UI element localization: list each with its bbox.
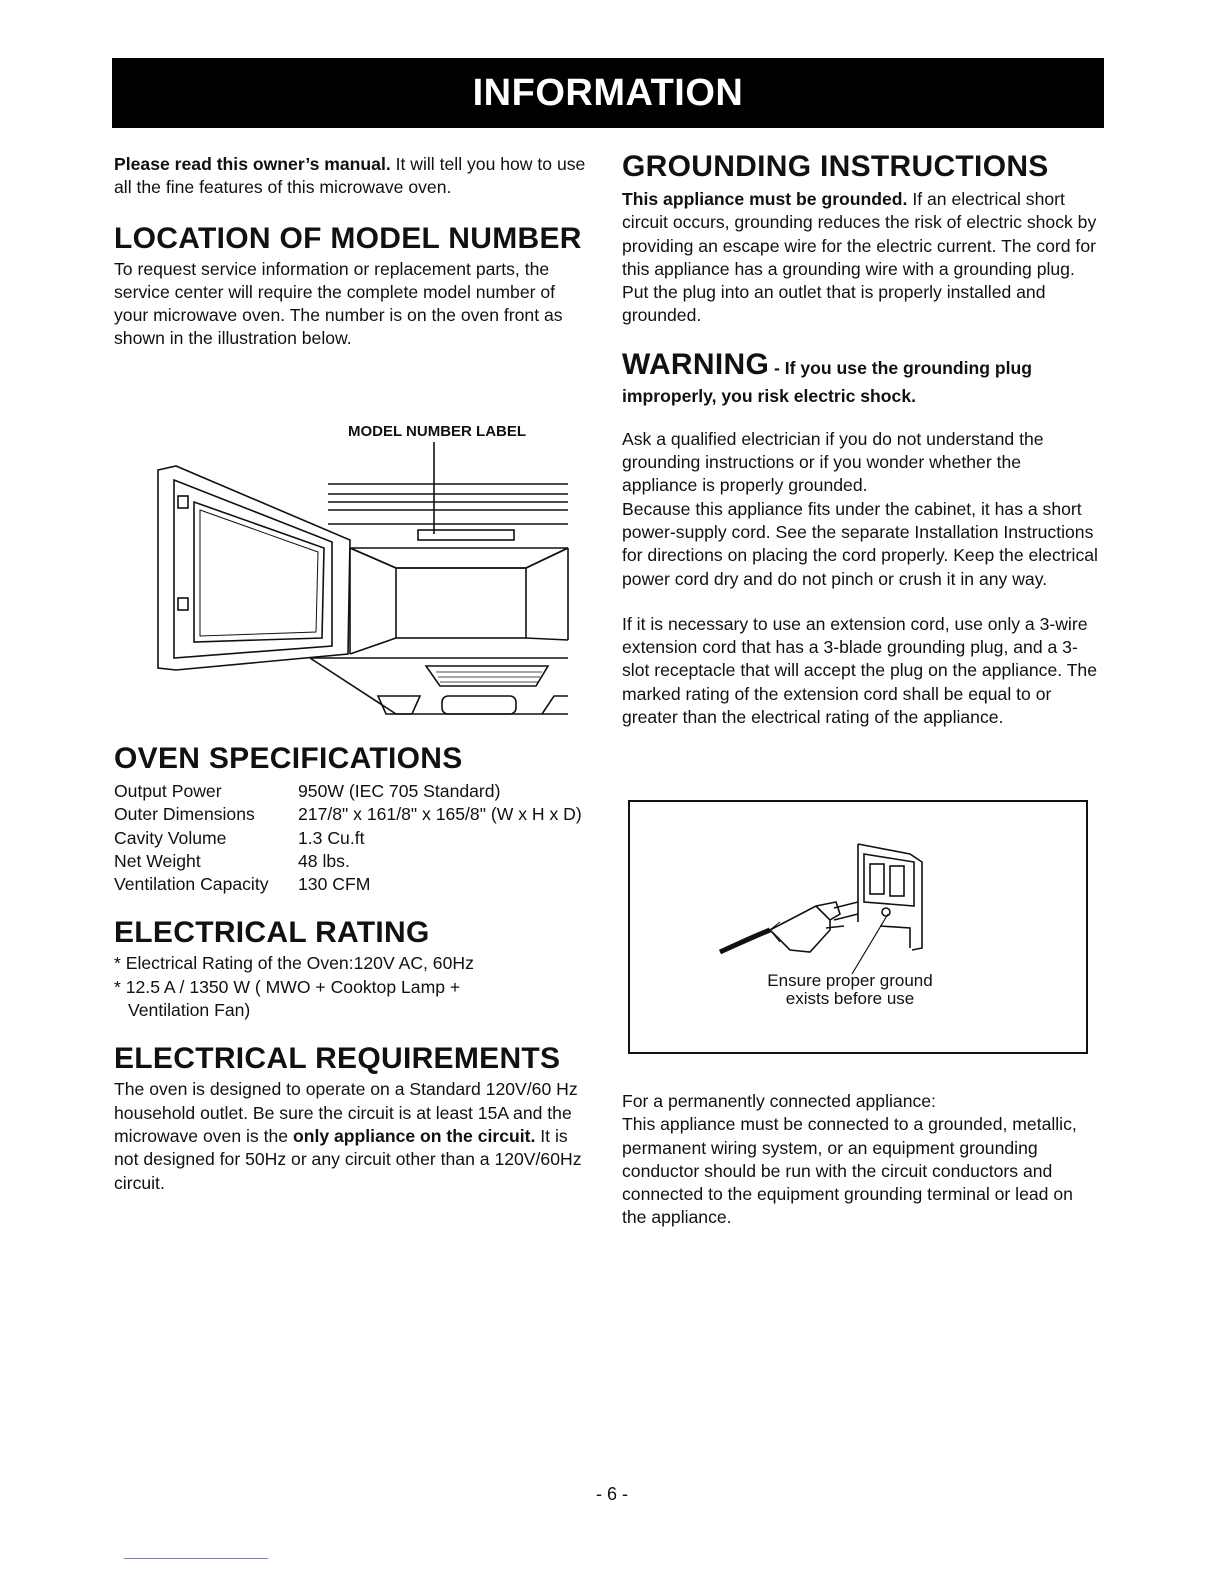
requirements-text-2: It is not designed for 50Hz or any circuit other than a 120V/60Hz circuit. xyxy=(114,1125,582,1193)
warning-head: WARNING xyxy=(622,347,770,381)
spec-label: Ventilation Capacity xyxy=(114,874,269,895)
warning-sub-2: improperly, you risk electric shock. xyxy=(622,385,916,406)
grounding-text: If an electrical short circuit occurs, grounding reduces the risk of electric shock by providing an escape wire for the electric current. The cord for this appliance has a grounding wire with a grounding plug. Put the plug into an outlet that is properly installed and grounded. xyxy=(622,189,1097,326)
table-row xyxy=(114,780,582,803)
table-row xyxy=(114,827,582,850)
intro-text: It will tell you how to use all the fine features of this microwave oven. xyxy=(114,154,586,198)
grounding-figure xyxy=(628,800,1088,1054)
spec-label: Outer Dimensions xyxy=(114,804,255,825)
intro-paragraph xyxy=(114,153,594,200)
oven-specs-table xyxy=(114,780,582,896)
spec-value: 217/8" x 161/8" x 165/8" (W x H x D) xyxy=(298,804,582,825)
model-number-diagram xyxy=(150,418,574,738)
plug-illustration xyxy=(630,802,1086,1052)
grounding-body xyxy=(622,188,1100,328)
permanent-line-1: For a permanently connected appliance: xyxy=(622,1091,936,1111)
table-row xyxy=(114,850,582,873)
footer-divider xyxy=(124,1558,268,1559)
oven-specs-heading: OVEN SPECIFICATIONS xyxy=(114,742,463,775)
right-column xyxy=(622,150,1100,729)
page-number: - 6 - xyxy=(595,1484,628,1504)
permanent-body: This appliance must be connected to a grounded, metallic, permanent wiring system, or an equipment grounding conductor should be run with the circuit conductors and connected to the equipment grounding terminal or lead on the appliance. xyxy=(622,1114,1077,1228)
grounding-heading: GROUNDING INSTRUCTIONS xyxy=(622,150,1049,183)
intro-bold: Please read this owner’s manual. xyxy=(114,154,391,174)
warning-sub: - If you use the grounding plug xyxy=(769,357,1032,378)
requirements-text-1: The oven is designed to operate on a Standard 120V/60 Hz household outlet. Be sure the circuit is at least 15A and the microwave oven is the xyxy=(114,1079,578,1146)
rating-item-2: * 12.5 A / 1350 W ( MWO + Cooktop Lamp + xyxy=(114,976,461,997)
plug-caption-1: Ensure proper ground xyxy=(767,971,933,990)
warning-para-2: Because this appliance fits under the cabinet, it has a short power-supply cord. See the separate Installation Instructions for directions on placing the cord properly. Keep the electrical power cord dry and do not pinch or crush it in any way. xyxy=(622,498,1098,589)
left-column-lower xyxy=(114,742,604,1195)
electrical-requirements-heading: ELECTRICAL REQUIREMENTS xyxy=(114,1042,561,1076)
requirements-bold: only appliance on the circuit. xyxy=(292,1125,536,1146)
table-row xyxy=(114,803,582,826)
location-body: To request service information or replacement parts, the service center will require the complete model number of your microwave oven. The number is on the oven front as shown in the illustration below. xyxy=(114,258,563,349)
left-column xyxy=(114,153,594,351)
spec-value: 48 lbs. xyxy=(298,850,350,871)
spec-value: 130 CFM xyxy=(298,874,371,895)
grounding-bold: This appliance must be grounded. xyxy=(622,189,908,209)
spec-value: 1.3 Cu.ft xyxy=(298,827,365,848)
electrical-rating-heading: ELECTRICAL RATING xyxy=(114,916,430,950)
rating-item-1: * Electrical Rating of the Oven:120V AC, 60Hz xyxy=(114,953,474,974)
requirements-body xyxy=(114,1078,592,1194)
warning-para-3: If it is necessary to use an extension cord, use only a 3-wire extension cord that has a 3-blade grounding plug, and a 3-slot receptacle that will accept the plug on the appliance. The marked rating of the extension cord shall be equal to or greater than the electrical rating of the appliance. xyxy=(622,613,1098,728)
spec-value: 950W (IEC 705 Standard) xyxy=(298,781,501,801)
location-heading: LOCATION OF MODEL NUMBER xyxy=(114,221,582,255)
spec-label: Cavity Volume xyxy=(114,827,227,848)
spec-label: Output Power xyxy=(114,781,222,801)
warning-title xyxy=(622,348,1100,382)
plug-caption-2: exists before use xyxy=(785,989,915,1008)
microwave-illustration xyxy=(150,418,574,738)
warning-para-1: Ask a qualified electrician if you do not understand the grounding instructions or if you wonder whether the appliance is properly grounded. xyxy=(622,428,1044,496)
diagram-label: MODEL NUMBER LABEL xyxy=(348,423,527,440)
section-banner: INFORMATION xyxy=(112,58,1104,128)
table-row xyxy=(114,873,582,896)
right-column-lower xyxy=(622,1090,1100,1230)
spec-label: Net Weight xyxy=(114,850,201,871)
rating-item-3: Ventilation Fan) xyxy=(128,1000,251,1021)
